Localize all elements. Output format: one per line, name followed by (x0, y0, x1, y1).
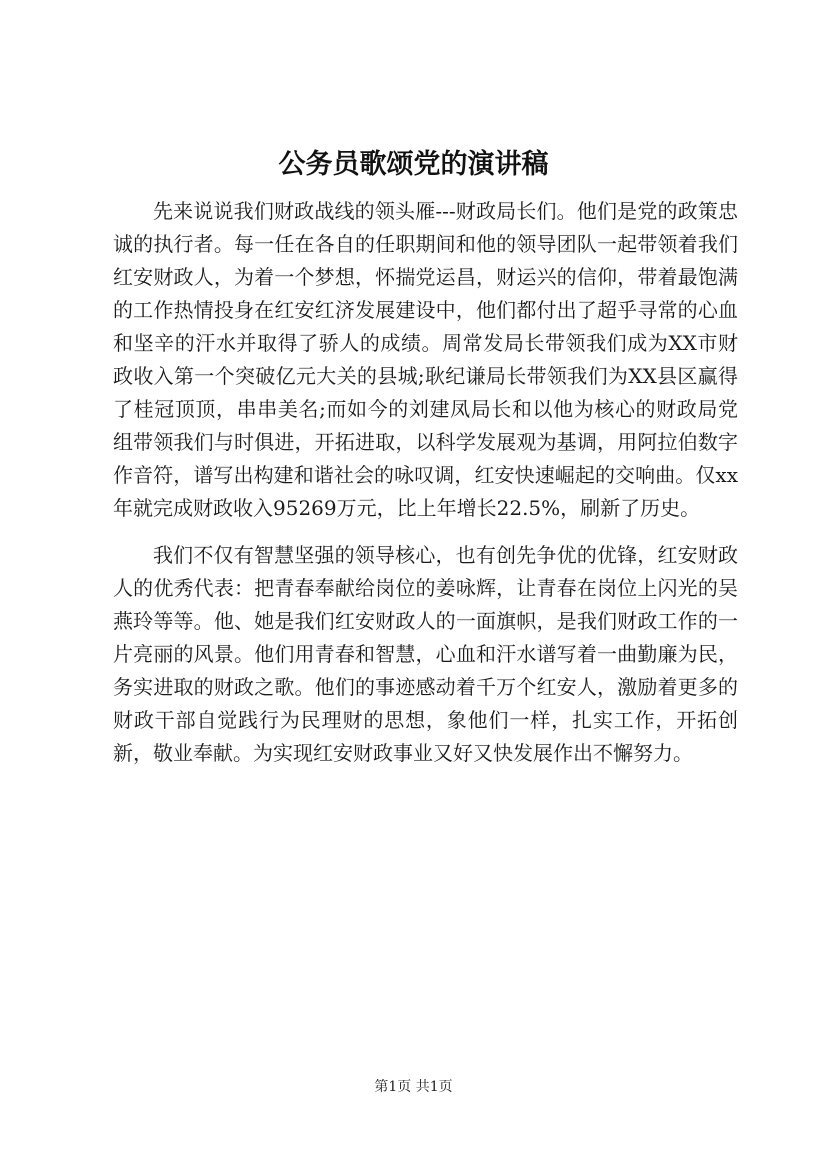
document-body (113, 195, 738, 784)
document-title: 公务员歌颂党的演讲稿 (278, 149, 549, 180)
paragraph-1: 先来说说我们财政战线的领头雁---财政局长们。他们是党的政策忠诚的执行者。每一任在各自的任职期间和他的领导团队一起带领着我们红安财政人，为着一个梦想，怀揣党运昌，财运兴的信仰，带着最饱满的工作热情投身在红安红济发展建设中，他们都付出了超乎寻常的心血和坚辛的汗水并取得了骄人的成绩。周常发局长带领我们成为XX市财政收入第一个突破亿元大关的县城;耿纪谦局长带领我们为XX县区赢得了桂冠顶顶，串串美名;而如今的刘建凤局长和以他为核心的财政局党组带领我们与时俱进，开拓进取，以科学发展观为基调，用阿拉伯数字作音符，谱写出构建和谐社会的咏叹调，红安快速崛起的交响曲。仅xx年就完成财政收入95269万元，比上年增长22.5%，刷新了历史。 (113, 199, 738, 520)
paragraph-2: 我们不仅有智慧坚强的领导核心，也有创先争优的优锋，红安财政人的优秀代表：把青春奉献给岗位的姜咏辉，让青春在岗位上闪光的吴燕玲等等。他、她是我们红安财政人的一面旗帜，是我们财政工作的一片亮丽的风景。他们用青春和智慧，心血和汗水谱写着一曲勤廉为民，务实进取的财政之歌。他们的事迹感动着千万个红安人，激励着更多的财政干部自觉践行为民理财的思想，象他们一样，扎实工作，开拓创新，敬业奉献。为实现红安财政事业又好又快发展作出不懈努力。 (113, 543, 738, 765)
page-footer: 第1页 共1页 (374, 1079, 453, 1095)
